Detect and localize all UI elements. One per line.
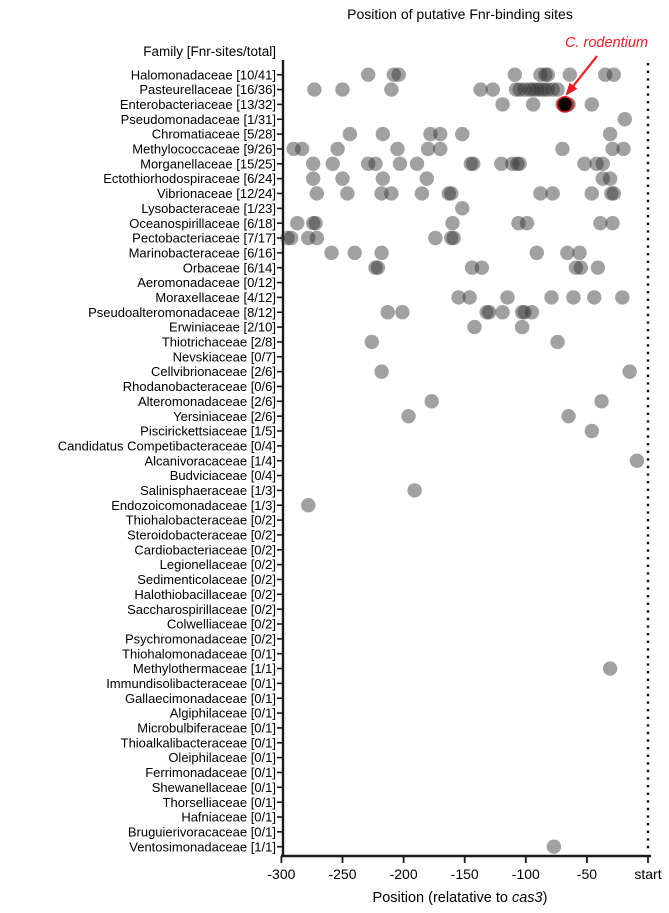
row-label: Chromatiaceae [5/28] xyxy=(151,126,276,142)
row-label: Cardiobacteriaceae [0/2] xyxy=(134,542,276,558)
fnr-site-dot xyxy=(555,142,569,156)
row-label: Algiphilaceae [0/1] xyxy=(169,705,276,721)
fnr-site-dot xyxy=(587,290,601,304)
row-label: Methylothermaceae [1/1] xyxy=(132,661,276,677)
c-rodentium-dot xyxy=(557,97,572,112)
row-label: Gallaecimonadaceae [0/1] xyxy=(124,690,276,706)
row-label: Erwiniaceae [2/10] xyxy=(169,319,276,335)
fnr-site-dot xyxy=(374,246,388,260)
row-label: Oleiphilaceae [0/1] xyxy=(168,750,276,766)
fnr-site-dot xyxy=(290,216,304,230)
row-label: Orbaceae [6/14] xyxy=(182,260,276,276)
fnr-site-dot xyxy=(395,305,409,319)
fnr-site-dot xyxy=(616,142,630,156)
x-axis-label-suffix: ) xyxy=(542,890,548,906)
fnr-site-dot xyxy=(486,82,500,96)
fnr-site-dot xyxy=(455,201,469,215)
row-label: Psychromonadaceae [0/2] xyxy=(124,631,276,647)
fnr-site-dot xyxy=(295,142,309,156)
row-label: Ectothiorhodospiraceae [6/24] xyxy=(103,171,276,187)
fnr-site-dot xyxy=(512,157,526,171)
row-label: Thorselliaceae [0/1] xyxy=(162,794,276,810)
fnr-site-dot xyxy=(572,246,586,260)
fnr-site-dot xyxy=(563,68,577,82)
fnr-site-dot xyxy=(525,305,539,319)
row-label: Alcanivoracaceae [1/4] xyxy=(144,453,276,469)
fnr-site-dot xyxy=(550,82,564,96)
fnr-site-dot xyxy=(374,364,388,378)
x-axis-label-italic: cas3 xyxy=(511,890,543,906)
fnr-site-dot xyxy=(365,335,379,349)
row-label: Shewanellaceae [0/1] xyxy=(151,779,276,795)
row-label: Yersiniaceae [2/6] xyxy=(173,408,276,424)
fnr-site-dot xyxy=(475,260,489,274)
row-label: Steroidobacteraceae [0/2] xyxy=(127,527,276,543)
fnr-site-dot xyxy=(544,290,558,304)
fnr-site-dot xyxy=(508,68,522,82)
fnr-site-dot xyxy=(585,97,599,111)
fnr-site-dot xyxy=(444,186,458,200)
row-label: Ferrimonadaceae [0/1] xyxy=(145,765,276,781)
chart-title: Position of putative Fnr-binding sites xyxy=(347,6,573,22)
row-label: Salinisphaeraceae [1/3] xyxy=(140,482,276,498)
row-label: Oceanospirillaceae [6/18] xyxy=(129,215,276,231)
annotation-c-rodentium: C. rodentium xyxy=(564,35,648,51)
fnr-site-dot xyxy=(410,157,424,171)
row-label: Hafniaceae [0/1] xyxy=(181,809,276,825)
row-label: Enterobacteriaceae [13/32] xyxy=(119,96,276,112)
fnr-site-dot xyxy=(630,453,644,467)
row-label: Piscirickettsiaceae [1/5] xyxy=(140,423,276,439)
fnr-site-dot xyxy=(390,142,404,156)
fnr-site-dot xyxy=(520,216,534,230)
fnr-site-dot xyxy=(371,260,385,274)
fnr-site-dot xyxy=(310,231,324,245)
row-label: Methylococcaceae [9/26] xyxy=(132,141,276,157)
fnr-site-dot xyxy=(545,186,559,200)
fnr-site-dot xyxy=(561,409,575,423)
fnr-site-dot xyxy=(284,231,298,245)
fnr-site-dot xyxy=(415,186,429,200)
fnr-site-dot xyxy=(455,127,469,141)
fnr-site-dot xyxy=(392,68,406,82)
row-label: Pseudoalteromonadaceae [8/12] xyxy=(88,304,276,320)
row-label: Thiotrichaceae [2/8] xyxy=(161,334,276,350)
fnr-site-dot xyxy=(541,68,555,82)
y-axis-header: Family [Fnr-sites/total] xyxy=(143,44,276,59)
fnr-site-dot xyxy=(530,246,544,260)
x-tick-label: -100 xyxy=(511,866,540,882)
fnr-site-dot xyxy=(585,424,599,438)
fnr-site-dot xyxy=(515,320,529,334)
fnr-site-dot xyxy=(335,82,349,96)
fnr-site-dot xyxy=(596,157,610,171)
fnr-site-dot xyxy=(335,171,349,185)
row-label: Lysobacteraceae [1/23] xyxy=(141,200,276,216)
row-label: Endozoicomonadaceae [1/3] xyxy=(111,497,276,513)
fnr-site-dot xyxy=(591,260,605,274)
row-label: Bruguierivoracaceae [0/1] xyxy=(127,824,276,840)
row-label: Colwelliaceae [0/2] xyxy=(166,616,276,632)
row-label: Saccharospirillaceae [0/2] xyxy=(127,601,276,617)
row-label: Cellvibrionaceae [2/6] xyxy=(150,364,276,380)
row-label: Aeromonadaceae [0/12] xyxy=(137,275,276,291)
fnr-site-dot xyxy=(467,320,481,334)
fnr-site-dot xyxy=(420,171,434,185)
fnr-site-dot xyxy=(603,661,617,675)
fnr-site-dot xyxy=(447,231,461,245)
fnr-site-dot xyxy=(393,157,407,171)
row-label: Pectobacteriaceae [7/17] xyxy=(132,230,276,246)
fnr-site-dot xyxy=(384,82,398,96)
row-label: Immundisolibacteraceae [0/1] xyxy=(106,675,276,691)
fnr-site-dot xyxy=(605,216,619,230)
fnr-site-dot xyxy=(306,171,320,185)
fnr-site-dot xyxy=(401,409,415,423)
row-label: Vibrionaceae [12/24] xyxy=(156,186,276,202)
row-label: Microbulbiferaceae [0/1] xyxy=(137,720,276,736)
fnr-site-dot xyxy=(500,290,514,304)
fnr-site-dot xyxy=(343,127,357,141)
row-label: Rhodanobacteraceae [0/6] xyxy=(122,379,276,395)
fnr-site-dot xyxy=(607,68,621,82)
fnr-site-dot xyxy=(495,97,509,111)
fnr-site-dot xyxy=(433,127,447,141)
row-label: Candidatus Competibacteraceae [0/4] xyxy=(57,438,276,454)
fnr-site-dot xyxy=(428,231,442,245)
fnr-site-dot xyxy=(376,171,390,185)
row-label: Moraxellaceae [4/12] xyxy=(155,289,276,305)
fnr-site-dot xyxy=(574,260,588,274)
fnr-site-dot xyxy=(566,290,580,304)
x-tick-label: -250 xyxy=(328,866,357,882)
fnr-site-dot xyxy=(495,305,509,319)
fnr-site-dot xyxy=(615,290,629,304)
fnr-site-dot xyxy=(445,216,459,230)
x-tick-label: -150 xyxy=(450,866,479,882)
row-label: Alteromonadaceae [2/6] xyxy=(137,393,276,409)
fnr-site-dot xyxy=(622,364,636,378)
fnr-site-dot xyxy=(368,157,382,171)
fnr-site-dot xyxy=(547,839,561,853)
fnr-site-dot xyxy=(308,216,322,230)
fnr-site-dot xyxy=(381,305,395,319)
fnr-site-dot xyxy=(340,186,354,200)
x-tick-label: -300 xyxy=(267,866,296,882)
x-tick-label: start xyxy=(634,866,662,882)
fnr-site-dot xyxy=(462,290,476,304)
fnr-site-dot xyxy=(603,171,617,185)
row-label: Thioalkalibacteraceae [0/1] xyxy=(120,735,276,751)
fnr-site-dot xyxy=(348,246,362,260)
fnr-site-dot xyxy=(384,186,398,200)
row-label: Halothiobacillaceae [0/2] xyxy=(134,586,276,602)
row-label: Thiohalobacteraceae [0/2] xyxy=(125,512,276,528)
fnr-site-dot xyxy=(550,335,564,349)
x-tick-label: -200 xyxy=(389,866,418,882)
annotation-arrow-line xyxy=(573,56,597,86)
fnr-site-dot xyxy=(482,305,496,319)
fnr-site-dot xyxy=(407,483,421,497)
x-axis-label xyxy=(270,890,650,906)
row-label: Thiohalomonadaceae [0/1] xyxy=(122,646,276,662)
fnr-site-dot xyxy=(433,142,447,156)
fnr-site-dot xyxy=(594,394,608,408)
fnr-site-dot xyxy=(526,97,540,111)
row-label: Halomonadaceae [10/41] xyxy=(130,67,276,83)
row-label: Marinobacteraceae [6/16] xyxy=(128,245,276,261)
fnr-site-dot xyxy=(376,127,390,141)
fnr-site-dot xyxy=(603,127,617,141)
row-label: Sedimenticolaceae [0/2] xyxy=(137,572,276,588)
row-label: Ventosimonadaceae [1/1] xyxy=(129,839,276,855)
x-tick-label: -50 xyxy=(576,866,598,882)
fnr-site-dot xyxy=(607,186,621,200)
row-label: Legionellaceae [0/2] xyxy=(159,557,276,573)
fnr-site-dot xyxy=(466,157,480,171)
fnr-site-dot xyxy=(326,157,340,171)
fnr-site-dot xyxy=(585,186,599,200)
fnr-site-dot xyxy=(361,68,375,82)
row-label: Pseudomonadaceae [1/31] xyxy=(120,111,276,127)
row-label: Budviciaceae [0/4] xyxy=(169,468,276,484)
fnr-site-dot xyxy=(324,246,338,260)
fnr-site-dot xyxy=(301,498,315,512)
x-axis-label-prefix: Position (relatative to xyxy=(372,890,512,906)
row-label: Pasteurellaceae [16/36] xyxy=(139,82,276,98)
row-label: Nevskiaceae [0/7] xyxy=(172,349,276,365)
fnr-site-dot xyxy=(306,157,320,171)
fnr-site-dot xyxy=(307,82,321,96)
row-label: Morganellaceae [15/25] xyxy=(140,156,276,172)
fnr-site-dot xyxy=(330,142,344,156)
fnr-site-dot xyxy=(310,186,324,200)
fnr-site-dot xyxy=(425,394,439,408)
fnr-site-dot xyxy=(618,112,632,126)
